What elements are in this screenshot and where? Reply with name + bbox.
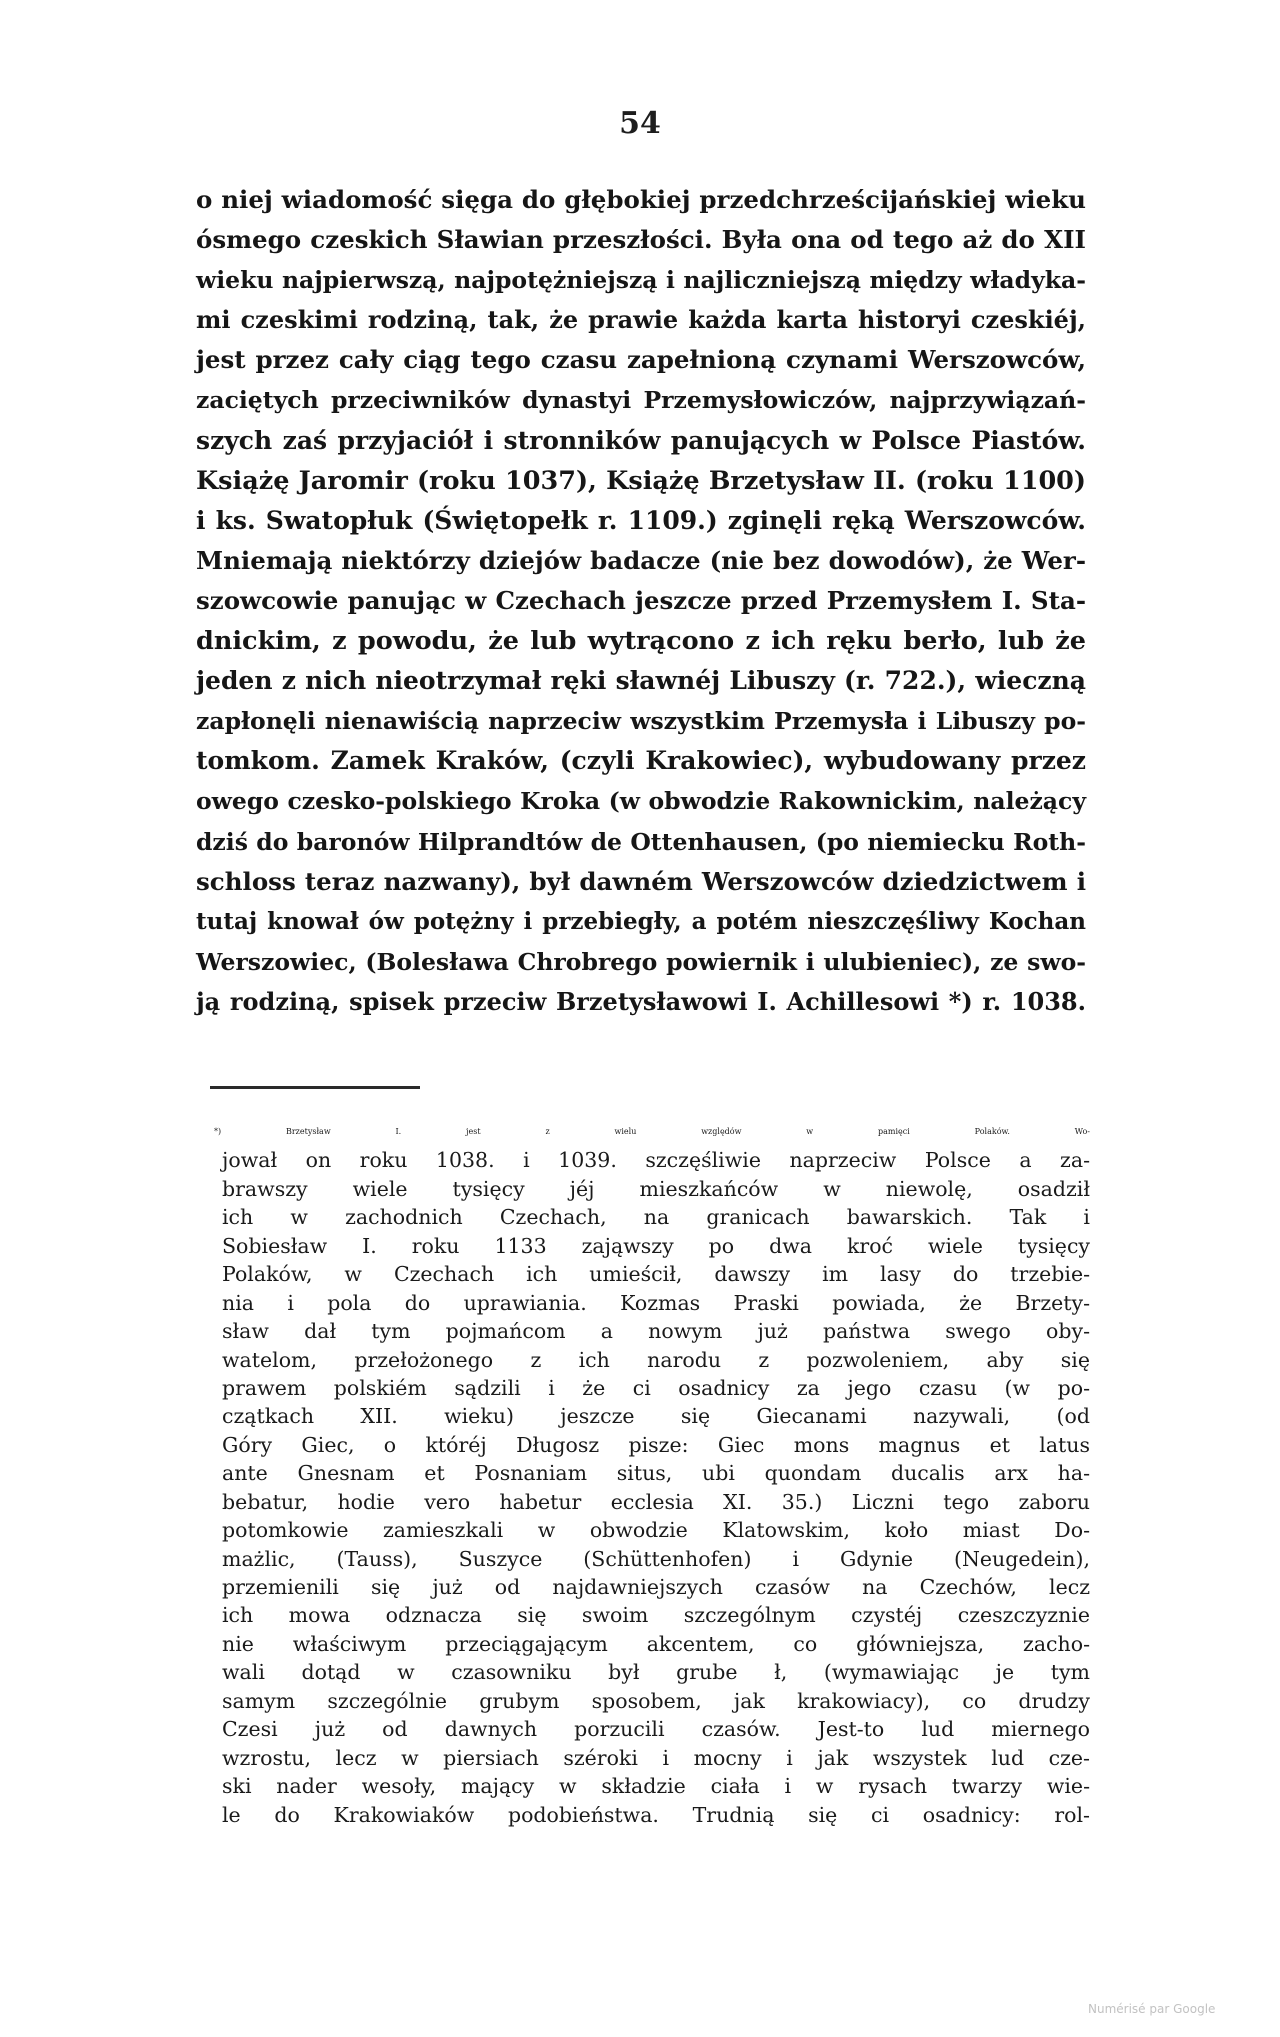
footnote-line: prawem polskiém sądzili i że ci osadnicy za jego czasu (w po- bbox=[222, 1375, 1090, 1400]
text-line: Werszowiec, (Bolesława Chrobrego powiernik i ulubieniec), ze swo- bbox=[196, 947, 1086, 976]
text-line: zapłonęli nienawiścią naprzeciw wszystkim Przemysła i Libuszy po- bbox=[196, 707, 1086, 736]
footnote-line: sław dał tym pojmańcom a nowym już państwa swego oby- bbox=[222, 1319, 1090, 1344]
footnote-block bbox=[214, 1118, 1090, 1829]
main-text-block bbox=[196, 180, 1086, 1022]
text-line: dnickim, z powodu, że lub wytrącono z ich ręku berło, lub że bbox=[196, 626, 1086, 657]
footnote-line: *) Brzetysław I. jest z wielu względów w pamięci Polaków. Wo- bbox=[214, 1127, 1090, 1136]
footnote-line: samym szczególnie grubym sposobem, jak krakowiacy), co drudzy bbox=[222, 1688, 1090, 1713]
text-line: zaciętych przeciwników dynastyi Przemysłowiczów, najprzywiązań- bbox=[196, 386, 1086, 415]
text-line: i ks. Swatopłuk (Świętopełk r. 1109.) zginęli ręką Werszowców. bbox=[196, 505, 1086, 535]
footnote-line: le do Krakowiaków podobieństwa. Trudnią się ci osadnicy: rol- bbox=[222, 1802, 1090, 1827]
text-line: szych zaś przyjaciół i stronników panujących w Polsce Piastów. bbox=[196, 425, 1086, 455]
text-line: o niej wiadomość sięga do głębokiej przedchrześcijańskiej wieku bbox=[196, 185, 1086, 214]
footnote-line: Polaków, w Czechach ich umieścił, dawszy im lasy do trzebie- bbox=[222, 1262, 1090, 1287]
footnote-line: wzrostu, lecz w piersiach széroki i mocny i jak wszystek lud cze- bbox=[222, 1745, 1090, 1770]
footnote-line: przemienili się już od najdawniejszych czasów na Czechów, lecz bbox=[222, 1575, 1090, 1599]
text-line: Mniemają niektórzy dziejów badacze (nie bez dowodów), że Wer- bbox=[196, 545, 1086, 575]
footnote-line: bebatur, hodie vero habetur ecclesia XI. 35.) Liczni tego zaboru bbox=[222, 1489, 1090, 1514]
text-line: jeden z nich nieotrzymał ręki sławnéj Libuszy (r. 722.), wieczną bbox=[196, 666, 1086, 696]
text-line: mi czeskimi rodziną, tak, że prawie każda karta historyi czeskiéj, bbox=[196, 305, 1086, 335]
text-line: schloss teraz nazwany), był dawném Werszowców dziedzictwem i bbox=[196, 866, 1086, 896]
page-number: 54 bbox=[619, 106, 661, 141]
footnote-line: brawszy wiele tysięcy jéj mieszkańców w niewolę, osadził bbox=[222, 1176, 1090, 1201]
footnote-line: wali dotąd w czasowniku był grube ł, (wymawiając je tym bbox=[222, 1660, 1090, 1685]
text-line: wieku najpierwszą, najpotężniejszą i najliczniejszą między władyka- bbox=[196, 266, 1086, 295]
text-line: owego czesko-polskiego Kroka (w obwodzie Rakownickim, należący bbox=[196, 787, 1086, 816]
text-line: tutaj knował ów potężny i przebiegły, a potém nieszczęśliwy Kochan bbox=[196, 907, 1086, 935]
text-line: dziś do baronów Hilprandtów de Ottenhausen, (po niemiecku Roth- bbox=[196, 827, 1086, 856]
footnote-line: nie właściwym przeciągającym akcentem, co główniejsza, zacho- bbox=[222, 1631, 1090, 1656]
footnote-line: jował on roku 1038. i 1039. szczęśliwie naprzeciw Polsce a za- bbox=[222, 1148, 1090, 1173]
text-line: ją rodziną, spisek przeciw Brzetysławowi I. Achillesowi *) r. 1038. bbox=[196, 986, 1086, 1016]
footnote-line: czątkach XII. wieku) jeszcze się Giecanami nazywali, (od bbox=[222, 1404, 1090, 1429]
footnote-line: Góry Giec, o któréj Długosz pisze: Giec mons magnus et latus bbox=[222, 1432, 1090, 1457]
text-line: tomkom. Zamek Kraków, (czyli Krakowiec), wybudowany przez bbox=[196, 746, 1086, 776]
footnote-line: ante Gnesnam et Posnaniam situs, ubi quondam ducalis arx ha- bbox=[222, 1461, 1090, 1486]
text-line: szowcowie panując w Czechach jeszcze przed Przemysłem I. Sta- bbox=[196, 585, 1086, 615]
footnote-line: nia i pola do uprawiania. Kozmas Praski powiada, że Brzety- bbox=[222, 1290, 1090, 1315]
footnote-line: potomkowie zamieszkali w obwodzie Klatowskim, koło miast Do- bbox=[222, 1518, 1090, 1543]
footnote-line: ich w zachodnich Czechach, na granicach bawarskich. Tak i bbox=[222, 1205, 1090, 1230]
footnote-line: watelom, przełożonego z ich narodu z pozwoleniem, aby się bbox=[222, 1347, 1090, 1372]
footnote-line: Czesi już od dawnych porzucili czasów. Jest-to lud miernego bbox=[222, 1717, 1090, 1742]
text-line: Książę Jaromir (roku 1037), Książę Brzetysław II. (roku 1100) bbox=[196, 465, 1086, 496]
digitization-watermark: Numérisé par Google bbox=[1088, 2002, 1216, 2016]
footnote-line: ski nader wesoły, mający w składzie ciała i w rysach twarzy wie- bbox=[222, 1774, 1090, 1799]
text-line: jest przez cały ciąg tego czasu zapełnioną czynami Werszowców, bbox=[196, 345, 1086, 375]
footnote-separator-rule bbox=[210, 1086, 420, 1089]
footnote-line: mażlic, (Tauss), Suszyce (Schüttenhofen) i Gdynie (Neugedein), bbox=[222, 1546, 1090, 1571]
footnote-line: Sobiesław I. roku 1133 zająwszy po dwa kroć wiele tysięcy bbox=[222, 1233, 1090, 1258]
footnote-line: ich mowa odznacza się swoim szczególnym czystéj czeszczyznie bbox=[222, 1603, 1090, 1628]
text-line: ósmego czeskich Sławian przeszłości. Była ona od tego aż do XII bbox=[196, 225, 1086, 255]
